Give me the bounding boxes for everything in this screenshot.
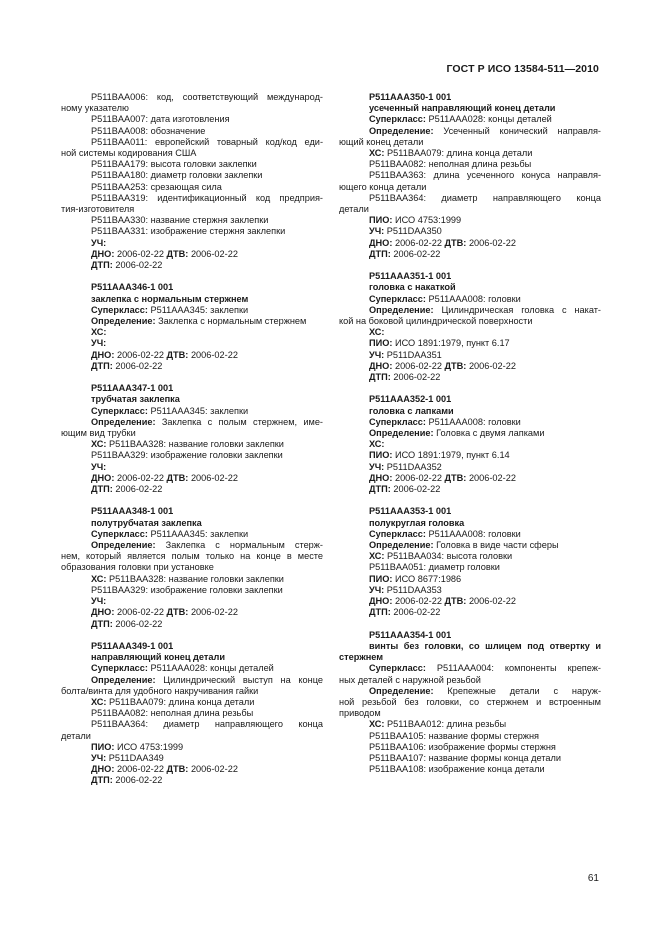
field-label: ХС: [91,696,107,707]
field-label: ХС: [369,551,385,562]
entry-line [339,148,601,159]
field-value: образования головки при установке [61,562,214,573]
entry-line [339,439,601,450]
entry-line [339,675,601,686]
field-value: Цилиндрическая головка с накат- [441,304,601,315]
field-value: P511AAA345: заклепки [150,405,249,416]
field-value: P511DAA350 [386,226,442,237]
entry-line [339,372,601,383]
entry-line [61,305,323,316]
field-value: P511AAA004: компоненты крепеж- [436,663,601,674]
entry-line [339,249,601,260]
entry-line [61,663,323,674]
field-label: ДНО: [369,472,393,483]
left-entries [61,282,323,786]
entry-line [339,473,601,484]
field-label: ХС: [369,719,385,730]
page-number: 61 [587,873,599,884]
field-value: ющего конца детали [339,181,427,192]
entry-name: головка с накаткой [369,282,456,293]
field-value: P511BAA331: изображение стержня заклепки [91,226,286,237]
field-label: УЧ: [91,461,107,472]
entry-code: P511AAA350-1 001 [369,92,452,102]
field-value: P511BAA079: длина конца детали [387,148,533,159]
field-value: P511BAA179: высота головки заклепки [91,159,257,170]
field-value: 2006-02-22 [190,248,238,259]
field-value: P511DAA353 [386,584,442,595]
field-label: ДТВ: [444,472,467,483]
field-value: нем, который является полым только на конце в месте [61,551,323,562]
field-value: P511BAA363: длина усеченного конуса направля- [369,170,601,181]
field-label: ХС: [369,439,385,450]
entry-line [61,350,323,361]
field-value: P511BAA328: название головки заклепки [109,439,284,450]
entry-line [61,406,323,417]
field-label: ДТВ: [166,472,189,483]
field-value: P511BAA051: диаметр головки [369,562,500,573]
entry-line [61,260,323,271]
class-entry [339,630,601,776]
field-label: ДТП: [369,248,391,259]
field-label: ДНО: [369,596,393,607]
entry-line [339,417,601,428]
continuation-block [61,92,323,271]
class-entry [339,394,601,495]
field-value: 2006-02-22 [115,618,163,629]
entry-line [61,764,323,775]
field-value: P511BAA006: код, соответствующий международ- [91,92,323,102]
field-value: 2006-02-22 [115,260,163,271]
field-value: P511AAA028: концы деталей [428,114,552,125]
field-label: ДТП: [369,372,391,383]
field-label: Определение: [91,674,156,685]
entry-line [61,731,323,742]
entry-name: стержнем [339,652,384,663]
field-value: P511BAA328: название головки заклепки [109,573,284,584]
field-value: ющий конец детали [339,136,424,147]
field-value: P511BAA253: срезающая сила [91,181,222,192]
entry-line [61,114,323,125]
class-entry [61,282,323,372]
field-value: Усеченный конический направля- [443,125,601,136]
entry-line [61,619,323,630]
field-value: 2006-02-22 [468,360,516,371]
field-label: ДТВ: [166,607,189,618]
field-label: ДНО: [91,764,115,775]
field-label: ДНО: [91,248,115,259]
entry-line [339,574,601,585]
entry-line [61,585,323,596]
field-label: Определение: [369,428,434,439]
field-value: ИСО 1891:1979, пункт 6.14 [394,450,510,461]
field-value: детали [61,730,91,741]
field-value: 2006-02-22 [115,360,163,371]
entry-line [339,585,601,596]
field-value: P511DAA352 [386,461,442,472]
entry-line [339,137,601,148]
entry-name: полукруглая головка [369,517,465,528]
field-value: 2006-02-22 [116,472,164,483]
entry-line [61,226,323,237]
entry-line [339,764,601,775]
entry-line [61,428,323,439]
entry-line [61,551,323,562]
field-value: P511BAA082: неполная длина резьбы [369,159,532,170]
field-value: 2006-02-22 [393,607,441,618]
field-label: ДТП: [91,484,113,495]
field-label: ХС: [91,573,107,584]
field-value: Цилиндрический выступ на конце [163,674,323,685]
field-label: Суперкласс: [369,293,426,304]
field-label: Определение: [91,540,156,551]
entry-line [61,719,323,730]
entry-line [339,327,601,338]
entry-line [61,484,323,495]
entry-line [61,361,323,372]
field-label: УЧ: [369,461,385,472]
field-value: P511BAA364: диаметр направляющего конца [91,719,323,730]
field-value: ИСО 8677:1986 [394,573,462,584]
field-value: P511BAA079: длина конца детали [109,696,255,707]
entry-line [61,249,323,260]
entry-line [339,742,601,753]
field-value: P511BAA107: название формы конца детали [369,752,561,763]
field-value: 2006-02-22 [394,237,442,248]
entry-line [339,708,601,719]
entry-line [61,742,323,753]
entry-line [339,361,601,372]
entry-line [61,708,323,719]
entry-line [61,775,323,786]
entry-line [61,686,323,697]
field-value: 2006-02-22 [394,360,442,371]
field-value: 2006-02-22 [190,607,238,618]
field-value: Заклепка с полым стержнем, име- [161,416,323,427]
field-value: P511BAA012: длина резьбы [387,719,507,730]
entry-code: P511AAA347-1 001 [91,383,174,394]
field-value: P511AAA008: головки [428,293,521,304]
field-value: P511AAA008: головки [428,528,521,539]
field-label: ДНО: [91,607,115,618]
field-value: ИСО 4753:1999 [394,215,462,226]
field-label: ДТП: [91,775,113,786]
entry-line [339,204,601,215]
field-value: 2006-02-22 [394,472,442,483]
field-value: ИСО 4753:1999 [116,741,184,752]
field-value: ющим вид трубки [61,428,136,439]
field-value: P511BAA180: диаметр головки заклепки [91,170,263,181]
entry-line [61,540,323,551]
field-label: ДТВ: [444,360,467,371]
entry-name: винты без головки, со шлицем под отвертку и [369,640,601,651]
field-value: P511BAA330: название стержня заклепки [91,215,269,226]
entry-line [339,428,601,439]
field-label: УЧ: [91,752,107,763]
field-value: P511DAA349 [108,752,164,763]
field-label: ДТВ: [166,248,189,259]
class-entry [61,506,323,629]
field-value: P511BAA011: европейский товарный код/код еди- [91,136,323,147]
field-value: P511BAA007: дата изготовления [91,114,230,125]
field-value: P511BAA106: изображение формы стержня [369,741,556,752]
field-value: болта/винта для удобного накручивания гайки [61,685,259,696]
entry-line [339,562,601,573]
field-value: P511BAA108: изображение конца детали [369,764,545,775]
entry-line [339,697,601,708]
entry-line [339,316,601,327]
entry-name: направляющий конец детали [91,652,225,663]
entry-line [339,193,601,204]
entry-line [61,126,323,137]
field-value: Заклепка с нормальным стержнем [158,316,307,327]
field-value: P511DAA351 [386,349,442,360]
field-value: Головка с двумя лапками [436,428,545,439]
field-value: P511BAA319: идентификационный код предприя- [91,192,323,203]
entry-line [61,417,323,428]
field-value: 2006-02-22 [393,372,441,383]
field-label: ДНО: [369,360,393,371]
field-label: ПИО: [369,215,393,226]
entry-line [61,159,323,170]
entry-line [61,238,323,249]
field-label: Суперкласс: [91,405,148,416]
entry-line [339,551,601,562]
field-label: Определение: [369,540,434,551]
field-value: P511BAA008: обозначение [91,125,206,136]
field-value: ному указателю [61,103,129,114]
entry-line [61,462,323,473]
field-value: 2006-02-22 [116,349,164,360]
field-label: ДТВ: [444,596,467,607]
entry-line [339,350,601,361]
field-label: ДТП: [91,260,113,271]
field-value: приводом [339,708,381,719]
entry-line [339,686,601,697]
entry-name: полутрубчатая заклепка [91,517,202,528]
field-value: 2006-02-22 [393,484,441,495]
field-value: 2006-02-22 [116,607,164,618]
field-value: 2006-02-22 [115,775,163,786]
field-label: ДТП: [91,360,113,371]
entry-line [339,294,601,305]
entry-line [61,574,323,585]
field-label: ХС: [91,439,107,450]
field-value: P511BAA105: название формы стержня [369,730,540,741]
entry-code: P511AAA349-1 001 [91,640,174,651]
entry-line [61,439,323,450]
field-label: Суперкласс: [369,528,426,539]
entry-line [61,204,323,215]
field-value: ной системы кодирования США [61,148,197,159]
field-value: 2006-02-22 [190,764,238,775]
entry-line [61,103,323,114]
field-value: P511BAA082: неполная длина резьбы [91,708,254,719]
field-value: детали [339,204,369,215]
field-value: тия-изготовителя [61,204,135,215]
entry-line [339,529,601,540]
field-label: Определение: [369,125,434,136]
entry-code: P511AAA346-1 001 [91,282,174,293]
entry-code: P511AAA348-1 001 [91,506,174,517]
entry-name: трубчатая заклепка [91,394,180,405]
field-value: 2006-02-22 [115,484,163,495]
entry-line [61,215,323,226]
field-label: УЧ: [369,349,385,360]
field-label: УЧ: [91,596,107,607]
entry-line [339,338,601,349]
field-value: P511BAA329: изображение головки заклепки [91,450,283,461]
field-label: ПИО: [369,573,393,584]
field-value: P511AAA028: концы деталей [150,663,274,674]
entry-line [61,316,323,327]
entry-code: P511AAA353-1 001 [369,506,452,517]
entry-line [61,675,323,686]
entry-line [339,126,601,137]
field-label: ХС: [369,327,385,338]
field-label: ДТВ: [166,349,189,360]
field-label: ДТП: [369,484,391,495]
class-entry [61,383,323,495]
field-label: Определение: [91,316,156,327]
entry-line [339,238,601,249]
field-value: 2006-02-22 [468,472,516,483]
field-label: ДТВ: [444,237,467,248]
field-value: Головка в виде части сферы [436,540,559,551]
field-value: ных деталей с наружной резьбой [339,674,481,685]
field-label: УЧ: [369,226,385,237]
field-value: 2006-02-22 [116,248,164,259]
field-value: P511BAA329: изображение головки заклепки [91,584,283,595]
entry-line [339,484,601,495]
entry-line [61,327,323,338]
entry-line [61,596,323,607]
entry-code: P511AAA351-1 001 [369,271,452,282]
entry-name: головка с лапками [369,405,454,416]
field-value: 2006-02-22 [190,349,238,360]
entry-name: заклепка с нормальным стержнем [91,293,249,304]
field-label: Определение: [369,304,434,315]
field-label: ДТП: [369,607,391,618]
entry-code: P511AAA354-1 001 [369,629,452,640]
entry-line [339,607,601,618]
field-value: ной резьбой без головки, со стержнем и встроенным [339,696,601,707]
field-label: Суперкласс: [91,663,148,674]
entry-line [339,731,601,742]
entry-line [61,607,323,618]
field-label: УЧ: [91,237,107,248]
field-label: Суперкласс: [91,304,148,315]
field-value: P511AAA008: головки [428,416,521,427]
field-label: Суперкласс: [369,416,426,427]
entry-line [339,215,601,226]
field-label: ХС: [369,148,385,159]
entry-line [61,473,323,484]
entry-line [61,753,323,764]
field-value: 2006-02-22 [468,596,516,607]
field-label: ХС: [91,327,107,338]
class-entry [61,641,323,787]
right-column [339,92,601,787]
field-label: Суперкласс: [369,663,426,674]
field-value: 2006-02-22 [116,764,164,775]
field-label: ДНО: [369,237,393,248]
field-label: ПИО: [369,338,393,349]
field-label: Определение: [369,685,434,696]
field-label: Суперкласс: [369,114,426,125]
entry-line [339,305,601,316]
entry-line [339,159,601,170]
field-value: 2006-02-22 [190,472,238,483]
entry-line [339,540,601,551]
entry-line [339,596,601,607]
field-value: ИСО 1891:1979, пункт 6.17 [394,338,510,349]
field-label: Определение: [91,416,156,427]
field-label: ПИО: [369,450,393,461]
field-value: P511AAA345: заклепки [150,304,249,315]
class-entry [339,92,601,260]
class-entry [339,271,601,383]
field-label: ДТВ: [166,764,189,775]
entry-line [61,193,323,204]
entry-code: P511AAA352-1 001 [369,394,452,405]
field-label: ДНО: [91,349,115,360]
field-value: Крепежные детали с наруж- [447,685,602,696]
entry-line [61,450,323,461]
field-label: УЧ: [91,338,107,349]
entry-line [339,753,601,764]
entry-line [339,663,601,674]
entry-line [61,529,323,540]
field-value: 2006-02-22 [393,248,441,259]
entry-name: усеченный направляющий конец детали [369,103,556,114]
standard-header: ГОСТ Р ИСО 13584-511—2010 [446,63,599,75]
entry-line [61,170,323,181]
field-value: 2006-02-22 [394,596,442,607]
entry-line [339,114,601,125]
entry-line [339,462,601,473]
field-label: Суперкласс: [91,528,148,539]
field-label: ПИО: [91,741,115,752]
field-label: УЧ: [369,584,385,595]
entry-line [61,697,323,708]
field-label: ДТП: [91,618,113,629]
field-label: ДНО: [91,472,115,483]
field-value: P511BAA034: высота головки [387,551,513,562]
field-value: P511AAA345: заклепки [150,528,249,539]
field-value: кой на боковой цилиндрической поверхности [339,316,533,327]
entry-line [61,92,323,103]
entry-line [61,562,323,573]
entry-line [339,719,601,730]
class-entry [339,506,601,618]
entry-line [61,137,323,148]
right-entries [339,92,601,775]
entry-line [61,338,323,349]
left-column [61,92,323,798]
entry-line [339,226,601,237]
field-value: Заклепка с нормальным стерж- [165,540,323,551]
field-value: P511BAA364: диаметр направляющего конца [369,192,601,203]
entry-line [339,450,601,461]
field-value: 2006-02-22 [468,237,516,248]
entry-line [339,182,601,193]
entry-line [61,148,323,159]
entry-line [61,182,323,193]
entry-line [339,170,601,181]
